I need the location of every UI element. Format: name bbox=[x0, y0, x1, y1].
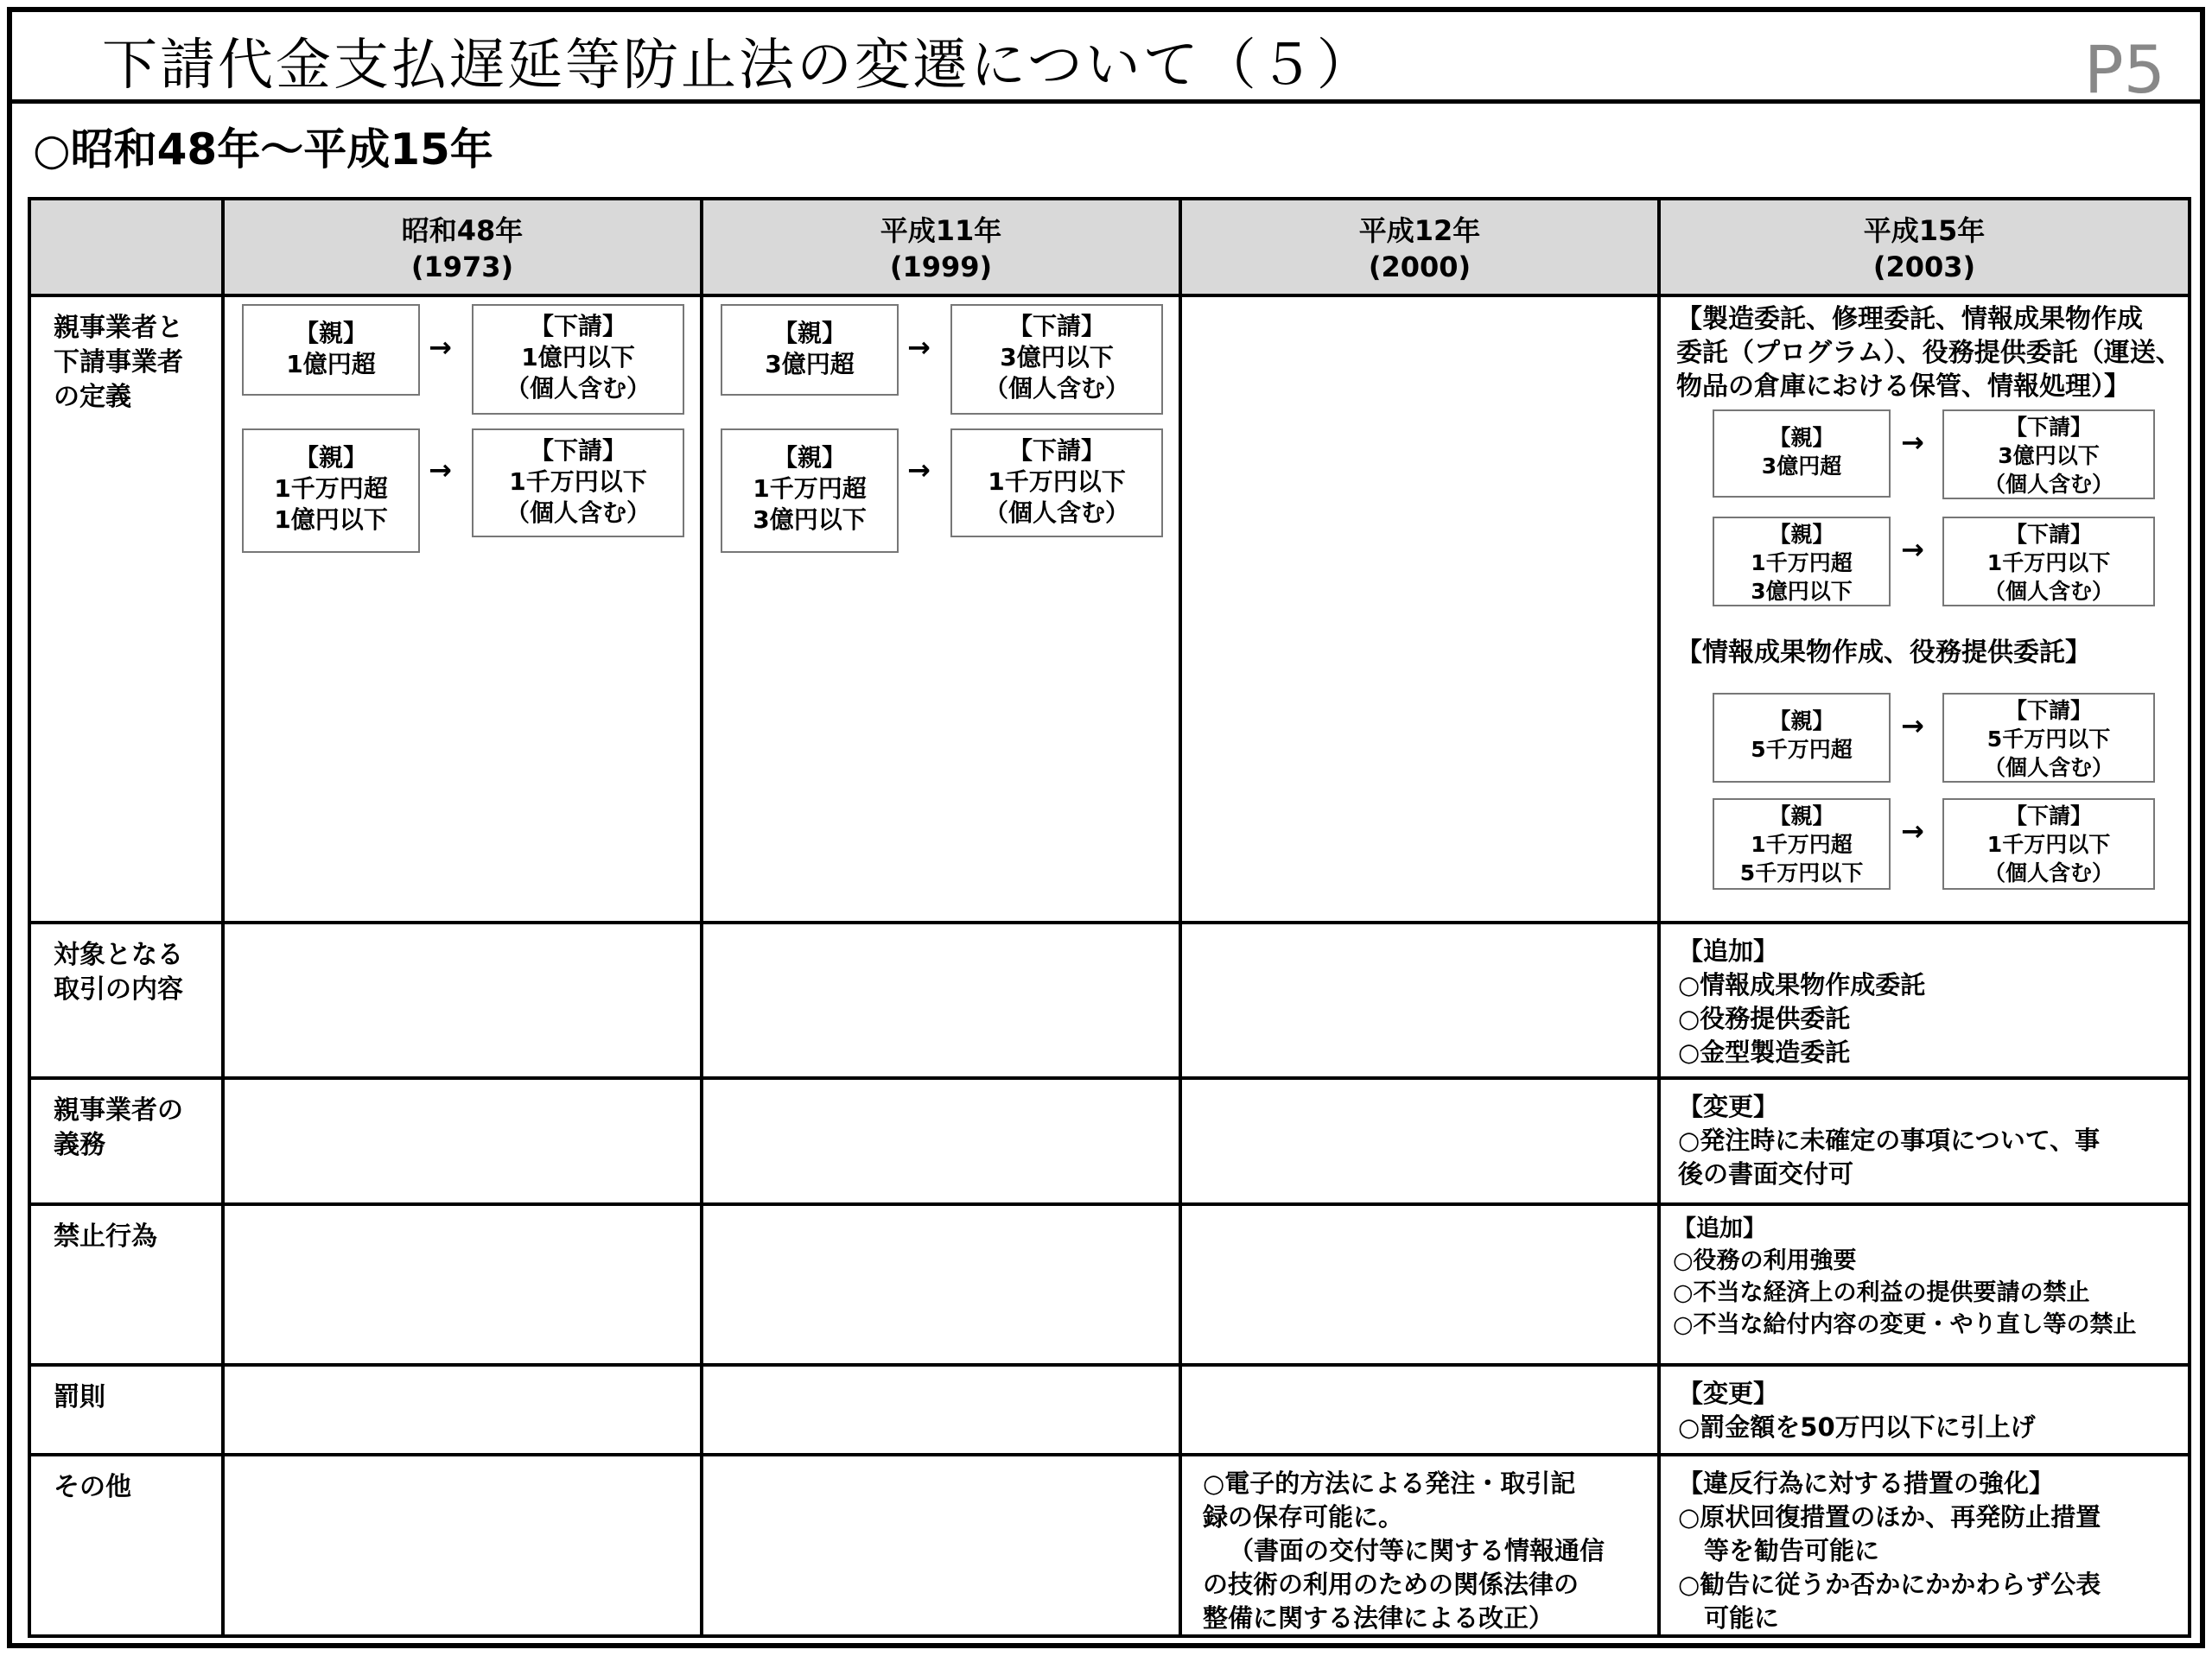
arrow-icon: → bbox=[1901, 815, 1924, 847]
header-h12 bbox=[1179, 197, 1657, 294]
category-label: 【情報成果物作成、役務提供委託】 bbox=[1676, 638, 2091, 668]
title-bar bbox=[12, 12, 2200, 108]
page-number: P5 bbox=[2083, 31, 2165, 108]
prohibited-s48-cell bbox=[221, 1202, 700, 1363]
subcontractor-threshold-box: 【下請】 1千万円以下 （個人含む） bbox=[1942, 798, 2155, 890]
subcontractor-threshold-box: 【下請】 1千万円以下 （個人含む） bbox=[1942, 517, 2155, 606]
definition-h12-cell bbox=[1179, 294, 1657, 921]
parent-threshold-box: 【親】 5千万円超 bbox=[1713, 693, 1891, 783]
subcontractor-threshold-box: 【下請】 3億円以下 （個人含む） bbox=[1942, 409, 2155, 499]
parent-threshold-box: 【親】 1千万円超 5千万円以下 bbox=[1713, 798, 1891, 890]
transactions-h15-note: 【追加】 ○情報成果物作成委託 ○役務提供委託 ○金型製造委託 bbox=[1657, 921, 2191, 1076]
arrow-icon: → bbox=[429, 454, 452, 486]
header-year: (1973) bbox=[410, 251, 514, 283]
arrow-icon: → bbox=[907, 331, 931, 364]
arrow-icon: → bbox=[907, 454, 931, 486]
row-label-obligations: 親事業者の 義務 bbox=[28, 1076, 221, 1202]
header-era: 平成11年 bbox=[880, 214, 1002, 247]
subcontractor-threshold-box: 【下請】 1千万円以下 （個人含む） bbox=[472, 428, 684, 537]
arrow-icon: → bbox=[1901, 533, 1924, 566]
obligations-h11-cell bbox=[700, 1076, 1179, 1202]
subcontractor-threshold-box: 【下請】 3億円以下 （個人含む） bbox=[950, 304, 1163, 415]
subcontractor-threshold-box: 【下請】 5千万円以下 （個人含む） bbox=[1942, 693, 2155, 783]
other-h12-note: ○電子的方法による発注・取引記 録の保存可能に。 （書面の交付等に関する情報通信 の技術の利用のための関係法律の 整備に関する法律による改正） bbox=[1179, 1453, 1657, 1638]
row-label-penalty: 罰則 bbox=[28, 1363, 221, 1453]
obligations-h12-cell bbox=[1179, 1076, 1657, 1202]
obligations-s48-cell bbox=[221, 1076, 700, 1202]
definition-h15-cell bbox=[1657, 294, 2191, 921]
parent-threshold-box: 【親】 1千万円超 1億円以下 bbox=[242, 428, 420, 553]
obligations-h15-note: 【変更】 ○発注時に未確定の事項について、事 後の書面交付可 bbox=[1657, 1076, 2191, 1202]
header-year: (2003) bbox=[1872, 251, 1976, 283]
header-era: 平成15年 bbox=[1863, 214, 1986, 247]
page-title: 下請代金支払遅延等防止法の変遷について（５） bbox=[102, 34, 1375, 98]
parent-threshold-box: 【親】 1千万円超 3億円以下 bbox=[721, 428, 899, 553]
subcontractor-threshold-box: 【下請】 1千万円以下 （個人含む） bbox=[950, 428, 1163, 537]
transactions-h11-cell bbox=[700, 921, 1179, 1076]
penalty-h15-note: 【変更】 ○罰金額を50万円以下に引上げ bbox=[1657, 1363, 2191, 1453]
parent-threshold-box: 【親】 1千万円超 3億円以下 bbox=[1713, 517, 1891, 606]
transactions-h12-cell bbox=[1179, 921, 1657, 1076]
other-s48-cell bbox=[221, 1453, 700, 1638]
row-label-definition: 親事業者と 下請事業者 の定義 bbox=[28, 294, 221, 921]
parent-threshold-box: 【親】 3億円超 bbox=[721, 304, 899, 396]
subcontractor-threshold-box: 【下請】 1億円以下 （個人含む） bbox=[472, 304, 684, 415]
parent-threshold-box: 【親】 1億円超 bbox=[242, 304, 420, 396]
arrow-icon: → bbox=[1901, 426, 1924, 459]
prohibited-h15-note: 【追加】 ○役務の利用強要 ○不当な経済上の利益の提供要請の禁止 ○不当な給付内容の変更・やり直し等の禁止 bbox=[1657, 1202, 2191, 1363]
prohibited-h12-cell bbox=[1179, 1202, 1657, 1363]
header-s48 bbox=[221, 197, 700, 294]
penalty-h11-cell bbox=[700, 1363, 1179, 1453]
definition-h11-cell bbox=[700, 294, 1179, 921]
row-label-transactions: 対象となる 取引の内容 bbox=[28, 921, 221, 1076]
row-label-other: その他 bbox=[28, 1453, 221, 1638]
transactions-s48-cell bbox=[221, 921, 700, 1076]
header-year: (2000) bbox=[1368, 251, 1471, 283]
prohibited-h11-cell bbox=[700, 1202, 1179, 1363]
other-h15-note: 【違反行為に対する措置の強化】 ○原状回復措置のほか、再発防止措置 等を勧告可能に ○勧告に従うか否かにかかわらず公表 可能に bbox=[1657, 1453, 2191, 1638]
other-h11-cell bbox=[700, 1453, 1179, 1638]
definition-s48-cell bbox=[221, 294, 700, 921]
header-h15 bbox=[1657, 197, 2191, 294]
arrow-icon: → bbox=[429, 331, 452, 364]
arrow-icon: → bbox=[1901, 709, 1924, 742]
header-year: (1999) bbox=[889, 251, 993, 283]
parent-threshold-box: 【親】 3億円超 bbox=[1713, 409, 1891, 498]
header-h11 bbox=[700, 197, 1179, 294]
header-era: 平成12年 bbox=[1358, 214, 1481, 247]
header-blank-cell bbox=[28, 197, 221, 294]
section-heading: ○昭和48年～平成15年 bbox=[33, 124, 493, 174]
law-history-table bbox=[28, 197, 2191, 1638]
penalty-s48-cell bbox=[221, 1363, 700, 1453]
category-label: 【製造委託、修理委託、情報成果物作成 委託（プログラム）、役務提供委託（運送、 物品の倉庫における保管、情報処理）】 bbox=[1676, 304, 2182, 402]
header-era: 昭和48年 bbox=[401, 214, 524, 247]
row-label-prohibited: 禁止行為 bbox=[28, 1202, 221, 1363]
penalty-h12-cell bbox=[1179, 1363, 1657, 1453]
